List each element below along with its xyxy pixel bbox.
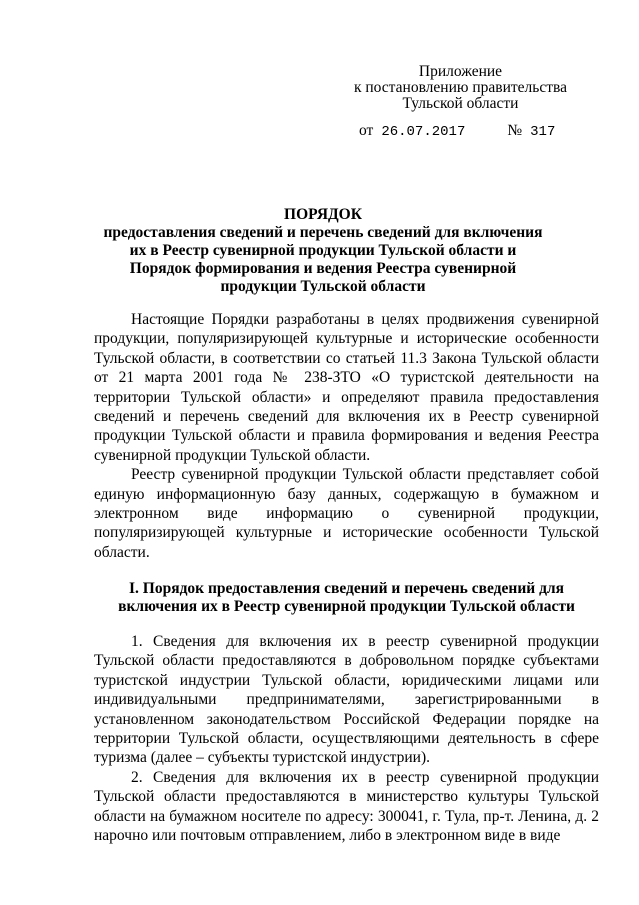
appendix-line: Приложение <box>418 63 503 80</box>
number-sign: № <box>507 122 523 139</box>
section-body <box>94 632 599 845</box>
appendix-line: Тульской области <box>402 95 519 112</box>
resolution-date: 26.07.2017 <box>381 124 466 140</box>
paragraph: Настоящие Порядки разработаны в целях продвижения сувенирной продукции, популяризирующей культурные и исторические особенности Тульской области, в соответствии со статьей 11.3 Закона Тульской области от 21 марта 2001 года № 238-ЗТО «О туристской деятельности на территории Тульской области» и определяют правила предоставления сведений и перечень сведений для включения их в Реестр сувенирной продукции Тульской области и правила формирования и ведения Реестра сувенирной продукции Тульской области. <box>94 311 599 464</box>
title-subtitle: предоставления сведений и перечень сведений для включения их в Реестр сувенирной продукции Тульской области и Порядок формирования и ведения Реестра сувенирной продукции Тульской области <box>103 224 543 295</box>
section-heading: I. Порядок предоставления сведений и перечень сведений для включения их в Реестр сувенирной продукции Тульской области <box>118 580 575 615</box>
appendix-line: к постановлению правительства <box>353 79 567 96</box>
paragraph: 2. Сведения для включения их в реестр сувенирной продукции Тульской области предоставляются в министерство культуры Тульской области на бумажном носителе по адресу: 300041, г. Тула, пр-т. Ленина, д. 2 нарочно или почтовым отправлением, либо в электронном виде в виде <box>94 768 599 845</box>
intro-text <box>94 310 599 562</box>
paragraph: 1. Сведения для включения их в реестр сувенирной продукции Тульской области предоставляются в добровольном порядке субъектами туристской индустрии Тульской области, юридическими лицами или индивидуальными предпринимателями, зарегистрированными в установленном законодательством Российской Федерации порядке на территории Тульской области, осуществляющими деятельность в сфере туризма (далее – субъекты туристской индустрии). <box>94 633 599 767</box>
title-main: ПОРЯДОК <box>284 206 362 223</box>
date-prefix: от <box>359 122 374 139</box>
resolution-date-number <box>359 122 555 140</box>
appendix-block <box>354 64 567 112</box>
document-title <box>100 206 546 296</box>
paragraph: Реестр сувенирной продукции Тульской области представляет собой единую информационную базу данных, содержащую в бумажном и электронном виде информацию о сувенирной продукции, популяризирующей культурные и исторические особенности Тульской области. <box>94 466 599 561</box>
resolution-number: 317 <box>530 124 556 140</box>
